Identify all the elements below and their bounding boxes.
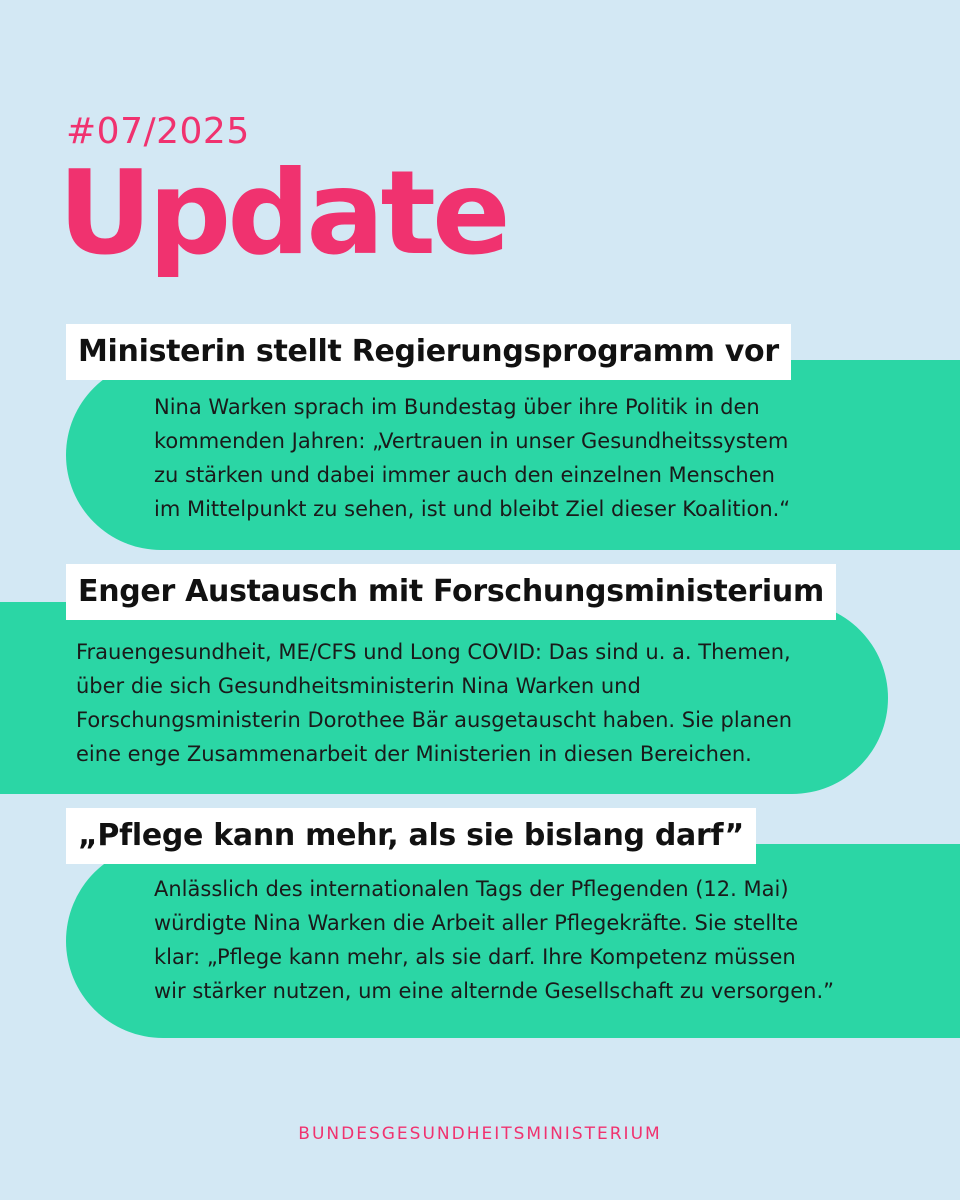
- section-1-body: [66, 360, 960, 550]
- text-line: eine enge Zusammenarbeit der Ministerien in diesen Bereichen.: [76, 742, 752, 766]
- text-line: im Mittelpunkt zu sehen, ist und bleibt Ziel dieser Koalition.“: [154, 497, 791, 521]
- section-3-heading: „Pflege kann mehr, als sie bislang darf”: [66, 808, 756, 864]
- section-3-text: [154, 872, 834, 1008]
- section-2-body: [0, 602, 888, 794]
- page-title: Update: [58, 146, 507, 281]
- text-line: würdigte Nina Warken die Arbeit aller Pflegekräfte. Sie stellte: [154, 911, 799, 935]
- section-1-heading: Ministerin stellt Regierungsprogramm vor: [66, 324, 791, 380]
- section-2-heading: Enger Austausch mit Forschungsministerium: [66, 564, 836, 620]
- text-line: Frauengesundheit, ME/CFS und Long COVID: Das sind u. a. Themen,: [76, 640, 791, 664]
- section-2-text: [76, 635, 792, 771]
- text-line: zu stärken und dabei immer auch den einzelnen Menschen: [154, 463, 775, 487]
- text-line: Forschungsministerin Dorothee Bär ausgetauscht haben. Sie planen: [76, 708, 793, 732]
- section-3-body: [66, 844, 960, 1038]
- footer-brand: BUNDESGESUNDHEITSMINISTERIUM: [298, 1124, 662, 1144]
- text-line: klar: „Pflege kann mehr, als sie darf. Ihre Kompetenz müssen: [154, 945, 796, 969]
- text-line: kommenden Jahren: „Vertrauen in unser Gesundheitssystem: [154, 429, 789, 453]
- issue-number: #07/2025: [66, 111, 250, 152]
- text-line: wir stärker nutzen, um eine alternde Gesellschaft zu versorgen.”: [154, 979, 835, 1003]
- text-line: Anlässlich des internationalen Tags der Pflegenden (12. Mai): [154, 877, 789, 901]
- section-1-text: [154, 390, 790, 526]
- text-line: über die sich Gesundheitsministerin Nina Warken und: [76, 674, 641, 698]
- text-line: Nina Warken sprach im Bundestag über ihre Politik in den: [154, 395, 760, 419]
